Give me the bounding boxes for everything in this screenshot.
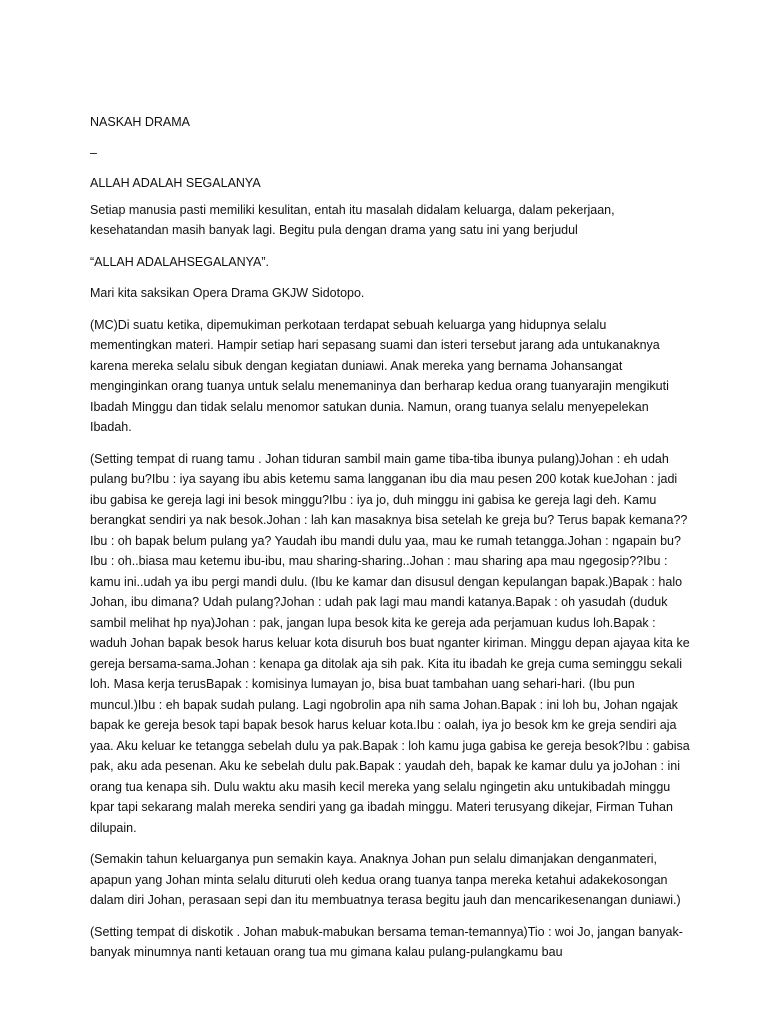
paragraph-narration: (Semakin tahun keluarganya pun semakin kaya. Anaknya Johan pun selalu dimanjakan denganmateri, apapun yang Johan minta selalu dituruti oleh kedua orang tuanya tanpa mereka ketahui adakekosongan dalam diri Johan, perasaan sepi dan itu membuatnya terasa begitu jauh dan mencarikesenangan duniawi.) <box>90 852 681 907</box>
paragraph-mc: (MC)Di suatu ketika, dipemukiman perkotaan terdapat sebuah keluarga yang hidupnya selalu mementingkan materi. Hampir setiap hari sepasang suami dan isteri tersebut jarang ada untukanaknya karena mereka selalu sibuk dengan kegiatan duniawi. Anak mereka yang bernama Johansangat menginginkan orang tuanya untuk selalu menemaninya dan berharap kedua orang tuanyarajin mengikuti Ibadah Minggu dan tidak selalu menomor satukan dunia. Namun, orang tuanya selalu menyepelekan Ibadah. <box>90 317 669 434</box>
paragraph-drama-title: “ALLAH ADALAHSEGALANYA”. <box>90 254 270 269</box>
document-page <box>90 112 690 974</box>
document-dash: – <box>90 145 97 160</box>
paragraph-invitation: Mari kita saksikan Opera Drama GKJW Sidotopo. <box>90 286 365 300</box>
paragraph-scene-living-room: (Setting tempat di ruang tamu . Johan tiduran sambil main game tiba-tiba ibunya pulang)Johan : eh udah pulang bu?Ibu : iya sayang ibu abis ketemu sama langganan ibu dia mau pesen 200 kotak kueJohan : jadi ibu gabisa ke gereja lagi ini besok minggu?Ibu : iya jo, duh minggu ini gabisa ke gereja lagi deh. Kamu berangkat sendiri ya nak besok.Johan : lah kan masaknya bisa setelah ke greja bu? Terus bapak kemana??Ibu : oh bapak belum pulang ya? Yaudah ibu mandi dulu yaa, mau ke rumah tetangga.Johan : ngapain bu?Ibu : oh..biasa mau ketemu ibu-ibu, mau sharing-sharing..Johan : mau sharing apa mau ngegosip??Ibu : kamu ini..udah ya ibu pergi mandi dulu. (Ibu ke kamar dan disusul dengan kepulangan bapak.)Bapak : halo Johan, ibu dimana? Udah pulang?Johan : udah pak lagi mau mandi katanya.Bapak : oh yasudah (duduk sambil melihat hp nya)Johan : pak, jangan lupa besok kita ke gereja ada perjamuan kudus loh.Bapak : waduh Johan bapak besok harus keluar kota disuruh bos buat nganter kiriman. Minggu depan ajayaa kita ke gereja bersama-sama.Johan : kenapa ga ditolak aja sih pak. Kita itu ibadah ke greja cuma seminggu sekali loh. Masa kerja terusBapak : komisinya lumayan jo, bisa buat tambahan uang sehari-hari. (Ibu pun muncul.)Ibu : eh bapak sudah pulang. Lagi ngobrolin apa nih sama Johan.Bapak : ini loh bu, Johan ngajak bapak ke gereja besok tapi bapak besok harus keluar kota.Ibu : oalah, iya jo besok km ke greja sendiri aja yaa. Aku keluar ke tetangga sebelah dulu ya pak.Bapak : loh kamu juga gabisa ke gereja besok?Ibu : gabisa pak, aku ada pesenan. Aku ke sebelah dulu pak.Bapak : yaudah deh, bapak ke kamar dulu ya joJohan : ini orang tua kenapa sih. Dulu waktu aku masih kecil mereka yang selalu ngingetin aku untukibadah minggu kpar tapi sekarang malah mereka sendiri yang ga ibadah minggu. Materi terusyang dikejar, Firman Tuhan dilupain. <box>90 451 690 835</box>
document-title: ALLAH ADALAH SEGALANYA <box>90 176 261 190</box>
paragraph-scene-discotheque: (Setting tempat di diskotik . Johan mabuk-mabukan bersama teman-temannya)Tio : woi Jo, jangan banyak-banyak minumnya nanti ketauan orang tua mu gimana kalau pulang-pulangkamu bau <box>90 924 683 959</box>
paragraph-intro: Setiap manusia pasti memiliki kesulitan, entah itu masalah didalam keluarga, dalam pekerjaan, kesehatandan masih banyak lagi. Begitu pula dengan drama yang satu ini yang berjudul <box>90 202 615 237</box>
document-heading: NASKAH DRAMA <box>90 115 191 129</box>
